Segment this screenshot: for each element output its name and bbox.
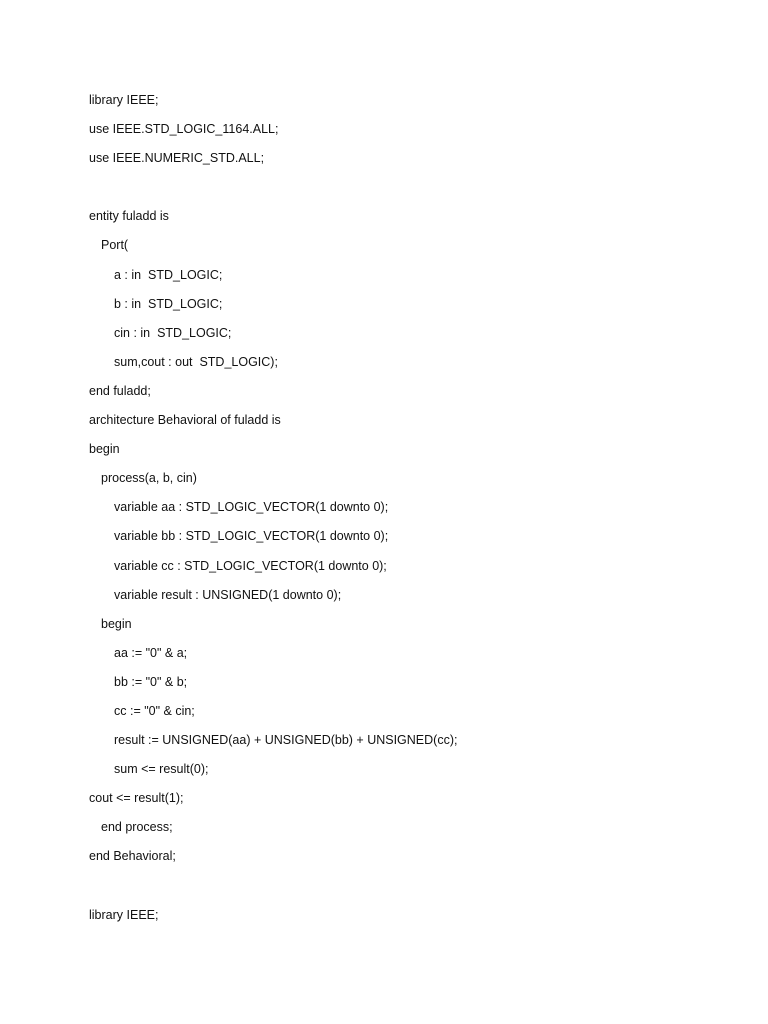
- code-line: result := UNSIGNED(aa) + UNSIGNED(bb) + UNSIGNED(cc);: [114, 733, 458, 748]
- code-line: bb := "0" & b;: [114, 674, 188, 689]
- blank-line: [89, 876, 729, 905]
- code-line: sum <= result(0);: [114, 762, 209, 777]
- code-line: variable result : UNSIGNED(1 downto 0);: [114, 587, 342, 602]
- code-line: cin : in STD_LOGIC;: [114, 325, 232, 340]
- code-line: cout <= result(1);: [89, 791, 184, 806]
- code-line: variable bb : STD_LOGIC_VECTOR(1 downto 0);: [114, 529, 389, 544]
- code-line: begin: [101, 616, 132, 631]
- code-line: entity fuladd is: [89, 209, 169, 224]
- code-line: Port(: [101, 238, 129, 253]
- code-line: architecture Behavioral of fuladd is: [89, 413, 281, 428]
- code-line: end process;: [101, 820, 173, 835]
- code-line: end fuladd;: [89, 383, 151, 398]
- code-line: use IEEE.STD_LOGIC_1164.ALL;: [89, 122, 279, 137]
- code-line: variable cc : STD_LOGIC_VECTOR(1 downto 0);: [114, 558, 387, 573]
- code-line: library IEEE;: [89, 907, 159, 922]
- code-line: use IEEE.NUMERIC_STD.ALL;: [89, 151, 265, 166]
- code-line: process(a, b, cin): [101, 471, 197, 486]
- code-line: end Behavioral;: [89, 849, 176, 864]
- code-line: aa := "0" & a;: [114, 645, 188, 660]
- code-line: variable aa : STD_LOGIC_VECTOR(1 downto 0);: [114, 500, 389, 515]
- code-line: library IEEE;: [89, 93, 159, 107]
- code-line: a : in STD_LOGIC;: [114, 267, 223, 282]
- code-line: cc := "0" & cin;: [114, 703, 195, 718]
- code-line: begin: [89, 442, 120, 457]
- code-line: b : in STD_LOGIC;: [114, 296, 223, 311]
- code-listing: [89, 90, 729, 934]
- code-line: sum,cout : out STD_LOGIC);: [114, 354, 278, 369]
- blank-line: [89, 177, 729, 206]
